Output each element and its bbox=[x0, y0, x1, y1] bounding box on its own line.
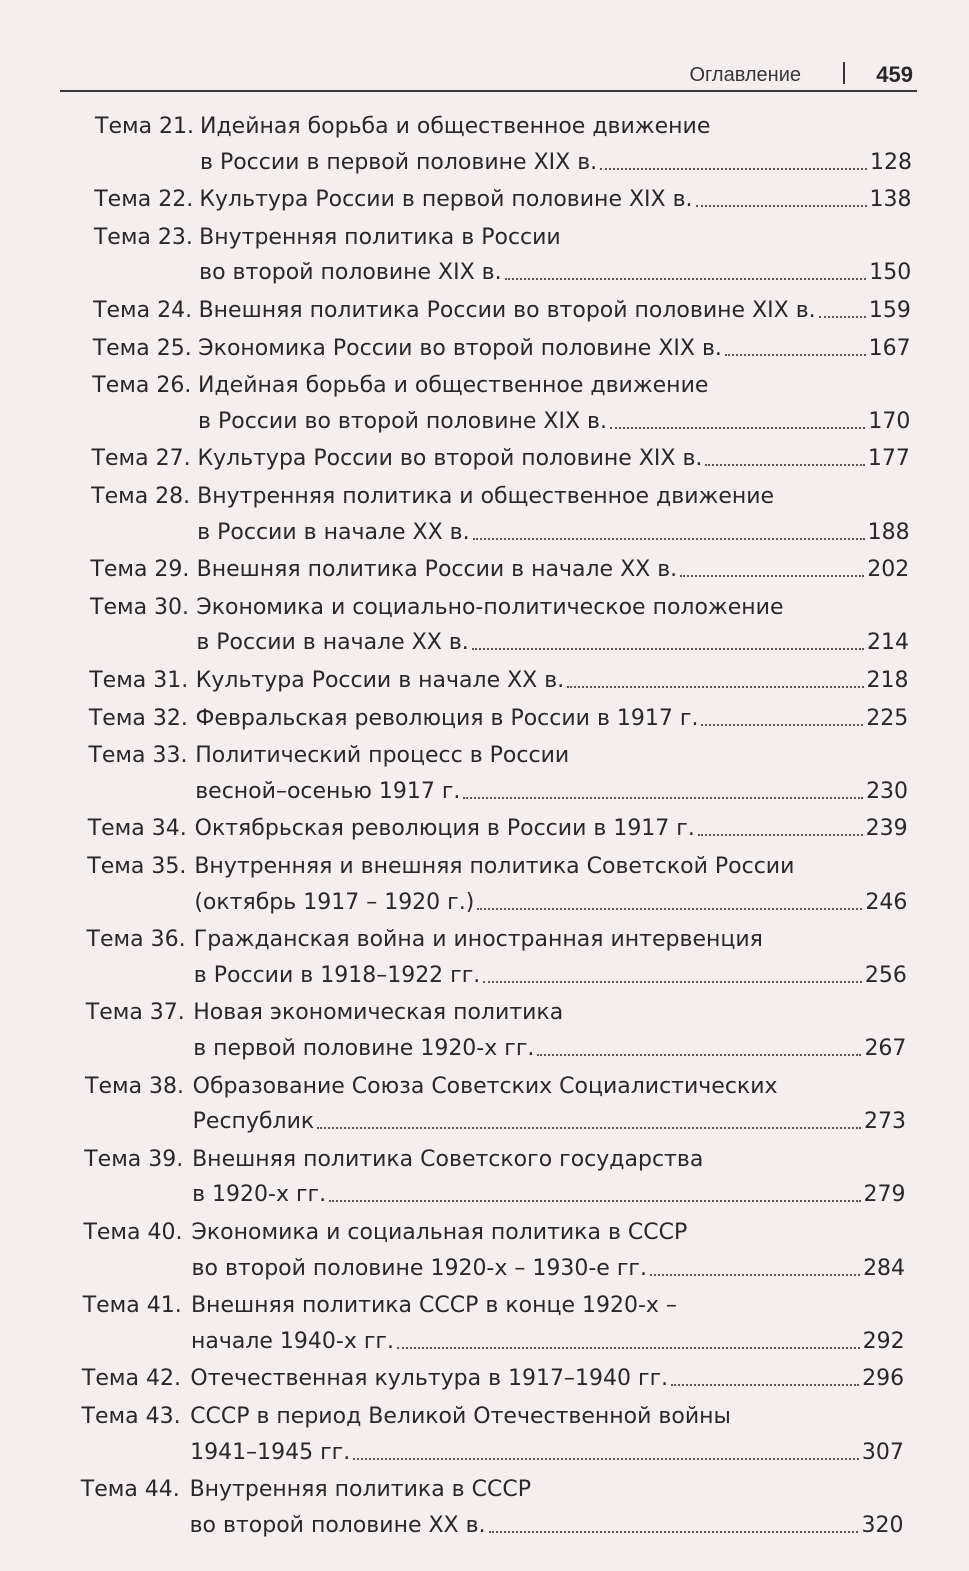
dot-leader bbox=[329, 1194, 860, 1202]
toc-entry-page: 246 bbox=[865, 889, 908, 915]
toc-entry-line bbox=[190, 1364, 904, 1394]
toc-entry-page: 214 bbox=[866, 630, 909, 656]
toc-entry-line bbox=[200, 112, 912, 142]
toc-entry-title: Внутренняя и внешняя политика Советской России bbox=[194, 854, 795, 879]
toc-entry-title: Культура России в первой половине XIX в. bbox=[199, 187, 693, 213]
toc-entry-page: 167 bbox=[868, 335, 911, 361]
dot-leader bbox=[725, 348, 866, 356]
toc-entry-title: Культура России в начале XX в. bbox=[195, 668, 565, 693]
toc-entry-title: во второй половине XIX в. bbox=[199, 260, 502, 286]
toc-entry-page: 225 bbox=[866, 705, 909, 731]
toc-entry-title: Республик bbox=[192, 1109, 315, 1135]
toc-entry-title: Экономика России во второй половине XIX в. bbox=[198, 335, 722, 361]
toc-entry-label: Тема 25. bbox=[92, 335, 192, 361]
toc-entry-label: Тема 28. bbox=[91, 484, 191, 509]
dot-leader bbox=[819, 310, 866, 318]
toc-entry-label: Тема 21. bbox=[95, 114, 195, 139]
toc-entry-line bbox=[199, 223, 911, 253]
toc-entry-line bbox=[190, 1475, 904, 1505]
dot-leader bbox=[489, 1525, 859, 1533]
toc-entry-label: Тема 30. bbox=[90, 594, 190, 620]
toc-entry-line bbox=[195, 741, 908, 771]
toc-entry-line bbox=[194, 961, 907, 991]
toc-entry-line bbox=[192, 1218, 906, 1248]
toc-entry-title: в России в первой половине XIX в. bbox=[200, 149, 598, 175]
toc-entry-title: в 1920-х гг. bbox=[192, 1182, 327, 1208]
toc-entry-label: Тема 38. bbox=[85, 1073, 185, 1099]
toc-entry-title: Экономика и социально-политическое положение bbox=[196, 594, 784, 620]
toc-entry-label: Тема 40. bbox=[83, 1220, 183, 1245]
toc-entry-page: 218 bbox=[866, 668, 909, 693]
toc-entry-title: Культура России во второй половине XIX в. bbox=[197, 446, 703, 472]
dot-leader bbox=[505, 272, 867, 280]
toc-entry-page: 230 bbox=[866, 778, 909, 804]
toc-entry-label: Тема 27. bbox=[91, 446, 191, 472]
toc-entry-page: 267 bbox=[864, 1035, 907, 1061]
toc-entry-page: 284 bbox=[863, 1255, 906, 1281]
dot-leader bbox=[610, 421, 865, 429]
toc-entry-title: Внешняя политика Советского государства bbox=[192, 1146, 704, 1172]
toc-entry-title: 1941–1945 гг. bbox=[190, 1439, 351, 1465]
toc-entry-label: Тема 32. bbox=[88, 705, 188, 731]
toc-entry-label: Тема 42. bbox=[81, 1366, 181, 1392]
toc-entry-line bbox=[193, 1072, 906, 1102]
dot-leader bbox=[397, 1341, 860, 1349]
toc-entry-line bbox=[190, 1438, 904, 1468]
toc-entry-label: Тема 26. bbox=[92, 373, 192, 399]
toc-entry-label: Тема 39. bbox=[84, 1146, 184, 1172]
toc-entry-line bbox=[199, 258, 911, 288]
toc-entry-title: (октябрь 1917 – 1920 г.) bbox=[194, 889, 475, 915]
toc-entry-page: 273 bbox=[863, 1109, 906, 1135]
dot-leader bbox=[680, 569, 864, 577]
toc-entry-page: 138 bbox=[869, 187, 912, 213]
toc-entry-page: 177 bbox=[867, 446, 910, 472]
toc-entry-title: в первой половине 1920-х гг. bbox=[193, 1035, 535, 1061]
toc-entry-title: Внешняя политика России в начале XX в. bbox=[196, 557, 678, 583]
dot-leader bbox=[537, 1048, 861, 1056]
toc-entry-page: 170 bbox=[868, 408, 911, 434]
toc-entry-title: в России в начале XX в. bbox=[196, 630, 469, 656]
toc-entry-page: 239 bbox=[865, 816, 908, 842]
toc-entry-line bbox=[197, 555, 910, 585]
section-title: Оглавление bbox=[689, 64, 801, 86]
toc-entry-line bbox=[192, 1254, 906, 1284]
toc-entry-title: Внешняя политика России во второй половине XIX в. bbox=[198, 298, 816, 323]
toc-entry-label: Тема 35. bbox=[87, 854, 187, 879]
toc-entry-line bbox=[200, 148, 912, 178]
toc-entry-title: весной–осенью 1917 г. bbox=[195, 778, 461, 804]
dot-leader bbox=[600, 162, 867, 170]
toc-entry-label: Тема 41. bbox=[82, 1293, 182, 1319]
toc-entry-line bbox=[197, 518, 910, 548]
toc-entry-label: Тема 22. bbox=[94, 187, 194, 213]
toc-entry-line bbox=[191, 1327, 905, 1357]
toc-entry-page: 256 bbox=[864, 962, 907, 988]
toc-entry-page: 307 bbox=[861, 1439, 904, 1465]
toc-entry-line bbox=[199, 296, 911, 326]
toc-entry-title: в России в начале XX в. bbox=[197, 519, 470, 545]
toc-entry-line bbox=[192, 1180, 905, 1210]
toc-entry-line bbox=[194, 852, 907, 882]
toc-entry-page: 150 bbox=[869, 260, 912, 286]
toc-entry-title: Образование Союза Советских Социалистических bbox=[192, 1073, 778, 1099]
dot-leader bbox=[705, 458, 865, 466]
toc-entry-line bbox=[199, 185, 911, 215]
toc-entry-title: Внешняя политика СССР в конце 1920-х – bbox=[190, 1293, 677, 1319]
toc-entry-title: Октябрьская революция в России в 1917 г. bbox=[194, 816, 695, 842]
toc-entry-title: Февральская революция в России в 1917 г. bbox=[195, 705, 699, 731]
dot-leader bbox=[472, 642, 864, 650]
toc-entry-line bbox=[196, 666, 909, 696]
dot-leader bbox=[483, 975, 862, 983]
toc-entry-title: СССР в период Великой Отечественной войны bbox=[190, 1404, 731, 1429]
toc-entry-line bbox=[195, 777, 908, 807]
dot-leader bbox=[463, 791, 863, 799]
dot-leader bbox=[353, 1452, 859, 1460]
toc-entry-label: Тема 23. bbox=[93, 224, 193, 250]
toc-entry-page: 159 bbox=[868, 298, 911, 323]
toc-entry-label: Тема 44. bbox=[80, 1477, 180, 1503]
toc-entry-line bbox=[198, 371, 910, 401]
toc-entry-title: Идейная борьба и общественное движение bbox=[198, 373, 709, 399]
toc-entry-line bbox=[193, 998, 906, 1028]
dot-leader bbox=[317, 1121, 861, 1129]
toc-entry-page: 279 bbox=[863, 1182, 906, 1208]
toc-entry-line bbox=[198, 407, 910, 437]
toc-entry-line bbox=[190, 1511, 904, 1541]
toc-entry-line bbox=[198, 334, 910, 364]
dot-leader bbox=[473, 532, 865, 540]
toc-entry-line bbox=[195, 704, 908, 734]
dot-leader bbox=[671, 1378, 859, 1386]
toc-entry-title: Гражданская война и иностранная интервенция bbox=[193, 927, 763, 953]
toc-entry-title: во второй половине 1920-х – 1930-е гг. bbox=[191, 1255, 647, 1281]
toc-entry-title: во второй половине XX в. bbox=[189, 1512, 486, 1538]
toc-entry-label: Тема 24. bbox=[93, 298, 193, 323]
toc-entry-line bbox=[196, 628, 909, 658]
toc-entry-page: 188 bbox=[867, 519, 910, 545]
toc-entry-title: начале 1940-х гг. bbox=[190, 1328, 394, 1354]
toc-entry-line bbox=[197, 482, 910, 512]
toc-entry-page: 202 bbox=[867, 557, 910, 583]
toc-entry-label: Тема 31. bbox=[89, 668, 189, 693]
toc-entry-title: Идейная борьба и общественное движение bbox=[200, 114, 711, 139]
toc-entry-title: Внутренняя политика и общественное движение bbox=[197, 484, 775, 509]
dot-leader bbox=[701, 718, 863, 726]
toc-entry-line bbox=[197, 444, 909, 474]
toc-entry-label: Тема 33. bbox=[88, 743, 188, 769]
toc-entry-label: Тема 36. bbox=[86, 927, 186, 953]
toc-entry-title: Отечественная культура в 1917–1940 гг. bbox=[190, 1366, 669, 1392]
toc-entry-line bbox=[193, 1107, 906, 1137]
toc-entry-line bbox=[194, 925, 907, 955]
toc-entry-line bbox=[192, 1145, 905, 1175]
toc-entry-title: Внутренняя политика в СССР bbox=[189, 1477, 531, 1503]
toc-entry-page: 320 bbox=[861, 1512, 904, 1538]
dot-leader bbox=[650, 1268, 860, 1276]
toc-entry-line bbox=[193, 1034, 906, 1064]
toc-entry-label: Тема 29. bbox=[90, 557, 190, 583]
toc-entry-title: Внутренняя политика в России bbox=[199, 224, 561, 250]
toc-entry-line bbox=[196, 593, 909, 623]
page-number: 459 bbox=[876, 62, 913, 87]
dot-leader bbox=[477, 902, 862, 910]
toc-entry-label: Тема 43. bbox=[81, 1404, 181, 1429]
toc-entry-title: в России в 1918–1922 гг. bbox=[193, 962, 481, 988]
dot-leader bbox=[698, 828, 863, 836]
toc-entry-page: 128 bbox=[870, 149, 912, 175]
toc-entry-label: Тема 34. bbox=[87, 816, 187, 842]
toc-entry-line bbox=[195, 814, 908, 844]
toc-entry-title: в России во второй половине XIX в. bbox=[198, 408, 607, 434]
dot-leader bbox=[567, 680, 863, 688]
toc-entry-page: 296 bbox=[862, 1366, 905, 1392]
toc-entry-title: Экономика и социальная политика в СССР bbox=[191, 1220, 688, 1245]
toc-entry-title: Новая экономическая политика bbox=[193, 1000, 564, 1026]
toc-entry-label: Тема 37. bbox=[85, 1000, 185, 1026]
toc-entry-line bbox=[190, 1402, 904, 1432]
toc-entry-page: 292 bbox=[862, 1328, 905, 1354]
toc-entry-line bbox=[191, 1291, 905, 1321]
toc-entry-title: Политический процесс в России bbox=[195, 743, 570, 769]
dot-leader bbox=[696, 199, 867, 207]
toc-entry-line bbox=[194, 888, 907, 918]
